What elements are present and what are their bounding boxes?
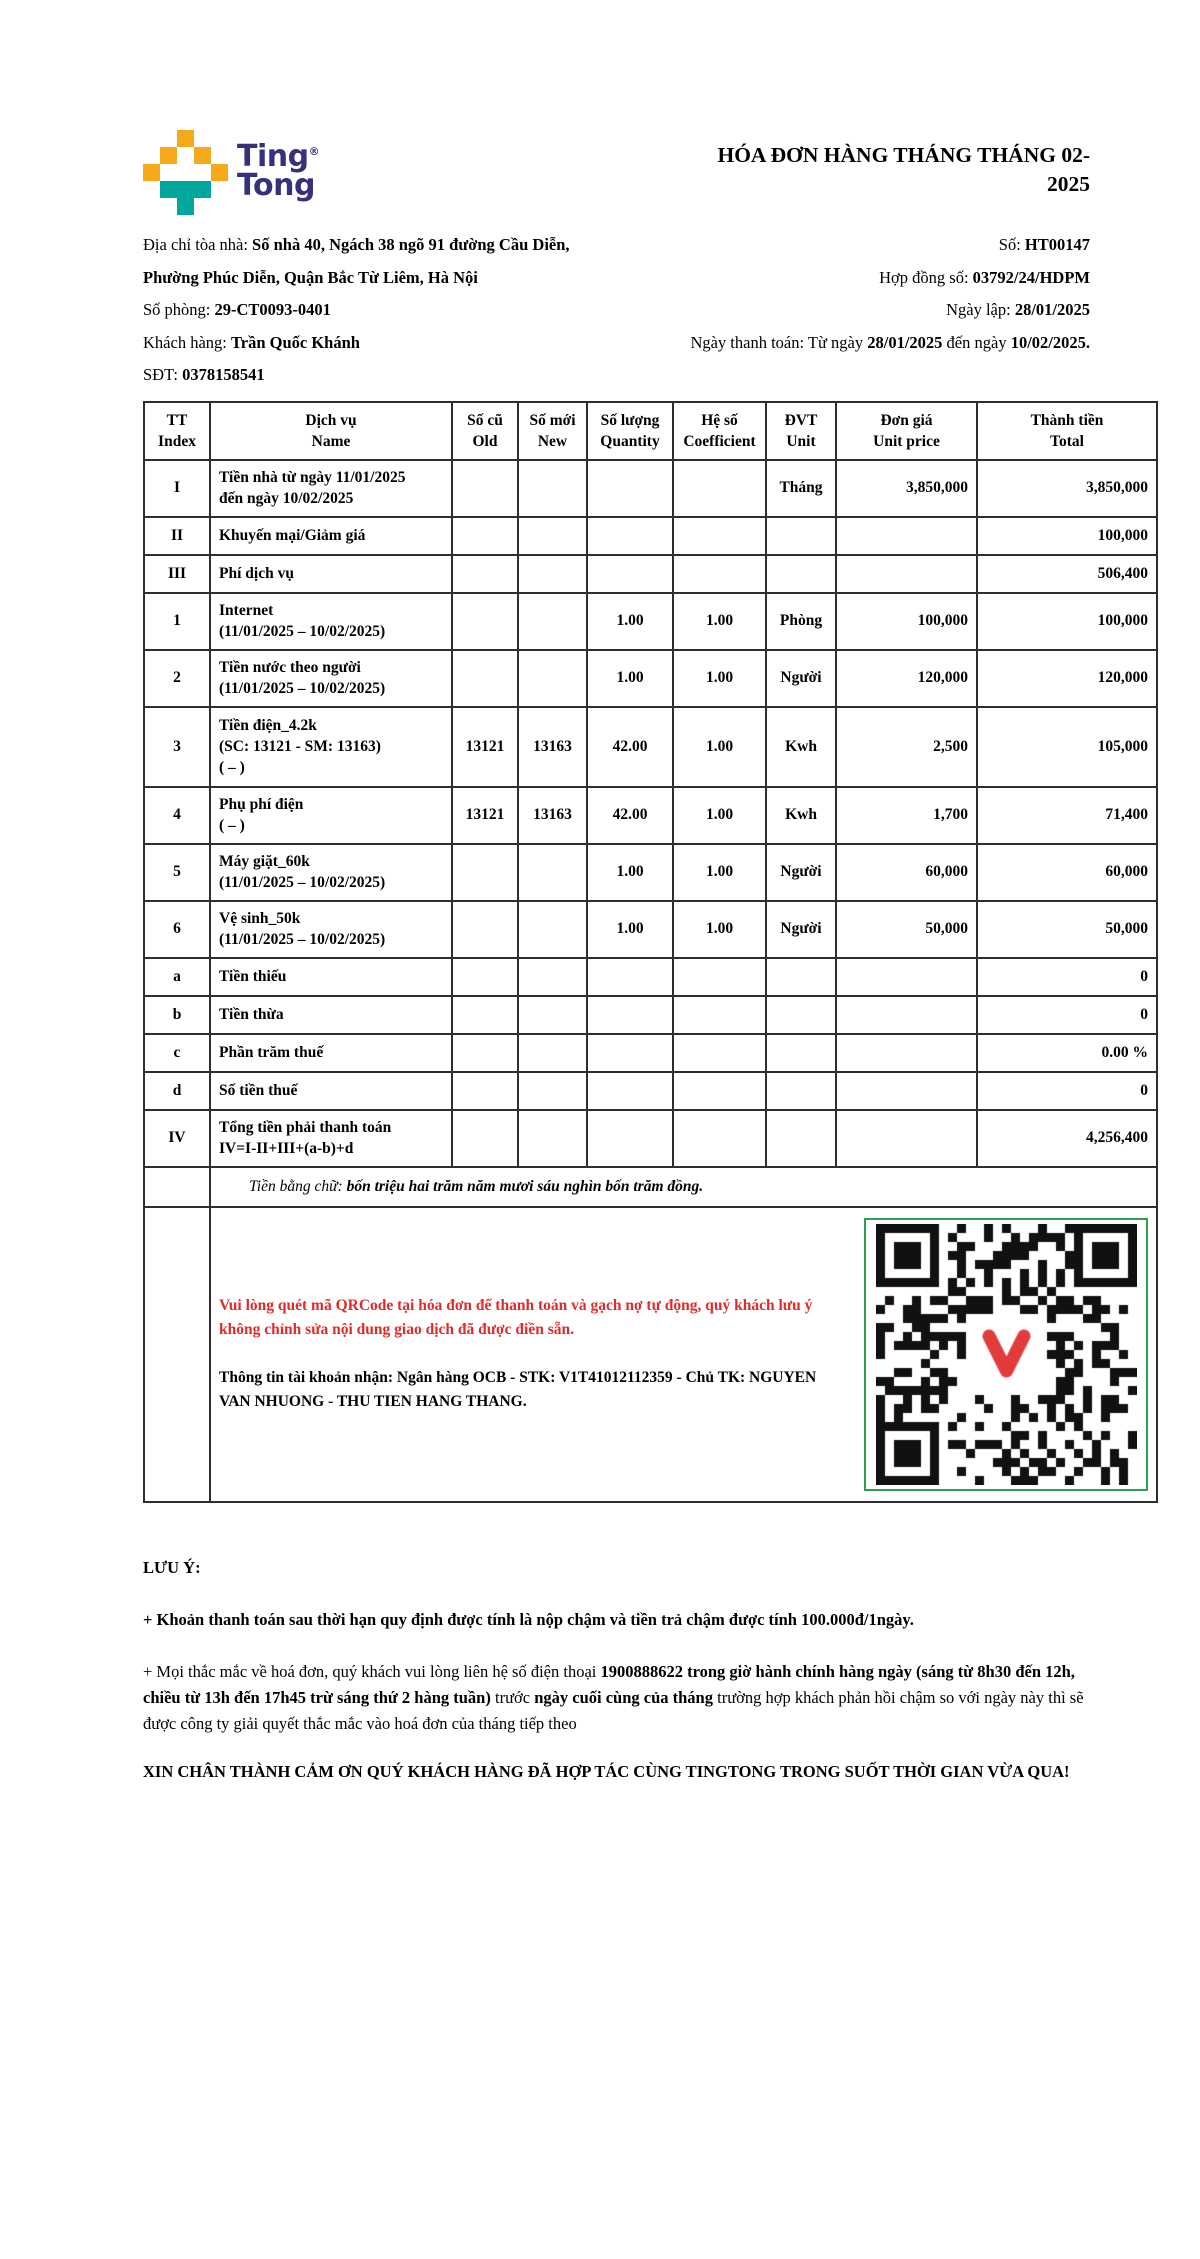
row-index-cell: III (144, 555, 210, 593)
value-cell: Kwh (766, 707, 836, 787)
value-cell (452, 958, 518, 996)
value-cell (518, 901, 587, 958)
column-header: Hệ số Coefficient (673, 402, 766, 460)
value-cell (587, 996, 673, 1034)
table-header-row (144, 402, 1157, 460)
value-cell: 100,000 (977, 593, 1157, 650)
value-cell (518, 844, 587, 901)
column-header: TT Index (144, 402, 210, 460)
column-header: Số cũ Old (452, 402, 518, 460)
row-index-cell: 2 (144, 650, 210, 707)
value-cell (518, 517, 587, 555)
value-cell (518, 650, 587, 707)
row-index-cell (144, 1167, 210, 1207)
customer-name: Khách hàng: Trần Quốc Khánh (143, 332, 360, 352)
value-cell (452, 1110, 518, 1167)
qr-row (144, 1207, 1157, 1502)
invoice-table (143, 401, 1158, 1503)
value-cell: 71,400 (977, 787, 1157, 844)
value-cell (836, 517, 977, 555)
value-cell (587, 1110, 673, 1167)
value-cell (673, 1034, 766, 1072)
value-cell: Người (766, 844, 836, 901)
note-hotline: + Mọi thắc mắc về hoá đơn, quý khách vui lòng liên hệ số điện thoại 1900888622 trong giờ hành chính hàng ngày (sáng từ 8h30 đến 12h, chiều từ 13h đến 17h45 trừ sáng thứ 2 hàng tuần) trước ngày cuối cùng của tháng trường hợp khách phản hồi chậm so với ngày này thì sẽ được công ty giải quyết thắc mắc vào hoá đơn của tháng tiếp theo (143, 1661, 1084, 1733)
value-cell (836, 1110, 977, 1167)
value-cell (587, 958, 673, 996)
value-cell: 50,000 (836, 901, 977, 958)
value-cell: 1.00 (673, 787, 766, 844)
value-cell (587, 1034, 673, 1072)
value-cell (673, 996, 766, 1034)
service-name-cell: Máy giặt_60k (11/01/2025 – 10/02/2025) (210, 844, 452, 901)
value-cell (452, 1034, 518, 1072)
value-cell: 42.00 (587, 787, 673, 844)
value-cell (452, 901, 518, 958)
value-cell (452, 555, 518, 593)
notes-heading: LƯU Ý: (143, 1557, 201, 1577)
value-cell: 1.00 (587, 901, 673, 958)
amount-in-words-cell: Tiền bằng chữ: bốn triệu hai trăm năm mươi sáu nghìn bốn trăm đồng. (210, 1167, 1157, 1207)
column-header: Dịch vụ Name (210, 402, 452, 460)
value-cell (766, 1072, 836, 1110)
building-address: Địa chỉ tòa nhà: Số nhà 40, Ngách 38 ngõ 91 đường Cầu Diễn, Phường Phúc Diễn, Quận Bắc Từ Liêm, Hà Nội (143, 235, 570, 287)
value-cell (673, 460, 766, 517)
value-cell (836, 958, 977, 996)
value-cell: 1,700 (836, 787, 977, 844)
table-row (144, 958, 1157, 996)
value-cell (766, 517, 836, 555)
table-row (144, 593, 1157, 650)
service-name-cell: Tiền nhà từ ngày 11/01/2025 đến ngày 10/02/2025 (210, 460, 452, 517)
value-cell: 1.00 (673, 707, 766, 787)
bank-account-info: Thông tin tài khoản nhận: Ngân hàng OCB - STK: V1T41012112359 - Chủ TK: NGUYEN VAN NHUONG - THU TIEN HANG THANG. (219, 1369, 817, 1410)
table-row (144, 1034, 1157, 1072)
value-cell (587, 517, 673, 555)
table-row (144, 844, 1157, 901)
value-cell (836, 996, 977, 1034)
value-cell (452, 1072, 518, 1110)
value-cell (766, 996, 836, 1034)
value-cell: 100,000 (977, 517, 1157, 555)
value-cell: 120,000 (977, 650, 1157, 707)
value-cell (518, 1034, 587, 1072)
value-cell: 1.00 (673, 844, 766, 901)
row-index-cell: b (144, 996, 210, 1034)
issue-date: Ngày lập: 28/01/2025 (946, 300, 1090, 319)
value-cell (518, 958, 587, 996)
service-name-cell: Tiền nước theo người (11/01/2025 – 10/02/2025) (210, 650, 452, 707)
amount-in-words-row (144, 1167, 1157, 1207)
value-cell: 1.00 (587, 593, 673, 650)
value-cell: 13121 (452, 787, 518, 844)
tingtong-logo (143, 130, 319, 215)
column-header: Đơn giá Unit price (836, 402, 977, 460)
value-cell: Kwh (766, 787, 836, 844)
closing-thanks: XIN CHÂN THÀNH CẢM ƠN QUÝ KHÁCH HÀNG ĐÃ HỢP TÁC CÙNG TINGTONG TRONG SUỐT THỜI GIAN VỪA QUA! (143, 1761, 1070, 1781)
value-cell (518, 555, 587, 593)
value-cell: 1.00 (587, 844, 673, 901)
table-row (144, 555, 1157, 593)
qr-code-canvas (876, 1224, 1137, 1485)
row-index-cell: 3 (144, 707, 210, 787)
value-cell: 42.00 (587, 707, 673, 787)
value-cell: 13163 (518, 707, 587, 787)
value-cell (587, 1072, 673, 1110)
value-cell: 13121 (452, 707, 518, 787)
row-index-cell: c (144, 1034, 210, 1072)
tingtong-arrow-icon (143, 130, 228, 215)
registered-mark: ® (308, 145, 320, 158)
service-name-cell: Vệ sinh_50k (11/01/2025 – 10/02/2025) (210, 901, 452, 958)
value-cell (452, 844, 518, 901)
value-cell (587, 555, 673, 593)
table-row (144, 517, 1157, 555)
value-cell (673, 1110, 766, 1167)
row-index-cell: I (144, 460, 210, 517)
column-header: Số lượng Quantity (587, 402, 673, 460)
value-cell (766, 555, 836, 593)
room-number: Số phòng: 29-CT0093-0401 (143, 300, 331, 319)
row-index-cell: IV (144, 1110, 210, 1167)
value-cell (452, 593, 518, 650)
value-cell: Người (766, 901, 836, 958)
value-cell: 0.00 % (977, 1034, 1157, 1072)
value-cell (518, 1072, 587, 1110)
value-cell: 3,850,000 (977, 460, 1157, 517)
value-cell (673, 517, 766, 555)
service-name-cell: Internet (11/01/2025 – 10/02/2025) (210, 593, 452, 650)
table-row (144, 787, 1157, 844)
column-header: ĐVT Unit (766, 402, 836, 460)
row-index-cell: II (144, 517, 210, 555)
invoice-title: HÓA ĐƠN HÀNG THÁNG THÁNG 02- 2025 (717, 143, 1090, 196)
service-name-cell: Phí dịch vụ (210, 555, 452, 593)
row-index-cell: 1 (144, 593, 210, 650)
value-cell: 3,850,000 (836, 460, 977, 517)
value-cell (673, 1072, 766, 1110)
value-cell (452, 460, 518, 517)
service-name-cell: Phần trăm thuế (210, 1034, 452, 1072)
table-row (144, 996, 1157, 1034)
value-cell (673, 958, 766, 996)
value-cell: 60,000 (977, 844, 1157, 901)
qr-instructions (219, 1294, 844, 1414)
value-cell (587, 460, 673, 517)
value-cell: Người (766, 650, 836, 707)
value-cell (766, 1034, 836, 1072)
value-cell: Tháng (766, 460, 836, 517)
table-row (144, 650, 1157, 707)
column-header: Số mới New (518, 402, 587, 460)
payment-period: Ngày thanh toán: Từ ngày 28/01/2025 đến ngày 10/02/2025. (690, 332, 1090, 352)
header-info (143, 229, 1156, 392)
building-info (143, 229, 663, 392)
row-index-cell: a (144, 958, 210, 996)
value-cell: 120,000 (836, 650, 977, 707)
value-cell: 13163 (518, 787, 587, 844)
value-cell (518, 593, 587, 650)
qr-warning-text: Vui lòng quét mã QRCode tại hóa đơn để thanh toán và gạch nợ tự động, quý khách lưu ý không chỉnh sửa nội dung giao dịch đã được điền sẵn. (219, 1297, 813, 1338)
service-name-cell: Tiền thừa (210, 996, 452, 1034)
service-name-cell: Phụ phí điện ( – ) (210, 787, 452, 844)
value-cell: 50,000 (977, 901, 1157, 958)
value-cell: 1.00 (673, 650, 766, 707)
value-cell (452, 650, 518, 707)
value-cell (836, 555, 977, 593)
value-cell: 60,000 (836, 844, 977, 901)
service-name-cell: Khuyến mại/Giảm giá (210, 517, 452, 555)
value-cell (518, 460, 587, 517)
value-cell: 0 (977, 996, 1157, 1034)
value-cell: 506,400 (977, 555, 1157, 593)
value-cell (766, 1110, 836, 1167)
value-cell (452, 996, 518, 1034)
table-row (144, 707, 1157, 787)
qr-payment-cell (210, 1207, 1157, 1502)
qr-code (864, 1218, 1148, 1491)
value-cell: 1.00 (673, 901, 766, 958)
footer-notes (143, 1555, 1108, 1785)
table-row (144, 460, 1157, 517)
service-name-cell: Số tiền thuế (210, 1072, 452, 1110)
row-index-cell: 5 (144, 844, 210, 901)
header-top (143, 130, 1156, 215)
value-cell: 4,256,400 (977, 1110, 1157, 1167)
table-row (144, 901, 1157, 958)
value-cell: Phòng (766, 593, 836, 650)
customer-phone: SĐT: 0378158541 (143, 365, 265, 384)
value-cell (518, 996, 587, 1034)
value-cell: 100,000 (836, 593, 977, 650)
service-name-cell: Tiền thiếu (210, 958, 452, 996)
invoice-meta (663, 229, 1156, 392)
tingtong-wordmark: Ting® Tong (237, 139, 320, 203)
table-row (144, 1110, 1157, 1167)
service-name-cell: Tổng tiền phải thanh toán IV=I-II+III+(a-b)+d (210, 1110, 452, 1167)
column-header: Thành tiền Total (977, 402, 1157, 460)
value-cell: 1.00 (673, 593, 766, 650)
value-cell (673, 555, 766, 593)
value-cell (766, 958, 836, 996)
value-cell: 1.00 (587, 650, 673, 707)
value-cell: 0 (977, 958, 1157, 996)
value-cell (518, 1110, 587, 1167)
service-name-cell: Tiền điện_4.2k (SC: 13121 - SM: 13163) ( – ) (210, 707, 452, 787)
table-row (144, 1072, 1157, 1110)
value-cell: 2,500 (836, 707, 977, 787)
invoice-number: Số: HT00147 (998, 235, 1090, 254)
row-index-cell (144, 1207, 210, 1502)
row-index-cell: 6 (144, 901, 210, 958)
value-cell (836, 1072, 977, 1110)
row-index-cell: 4 (144, 787, 210, 844)
value-cell (836, 1034, 977, 1072)
value-cell (452, 517, 518, 555)
contract-number: Hợp đồng số: 03792/24/HDPM (879, 267, 1090, 287)
value-cell: 0 (977, 1072, 1157, 1110)
value-cell: 105,000 (977, 707, 1157, 787)
row-index-cell: d (144, 1072, 210, 1110)
note-late-payment: + Khoản thanh toán sau thời hạn quy định được tính là nộp chậm và tiền trả chậm được tính 100.000đ/1ngày. (143, 1609, 914, 1629)
